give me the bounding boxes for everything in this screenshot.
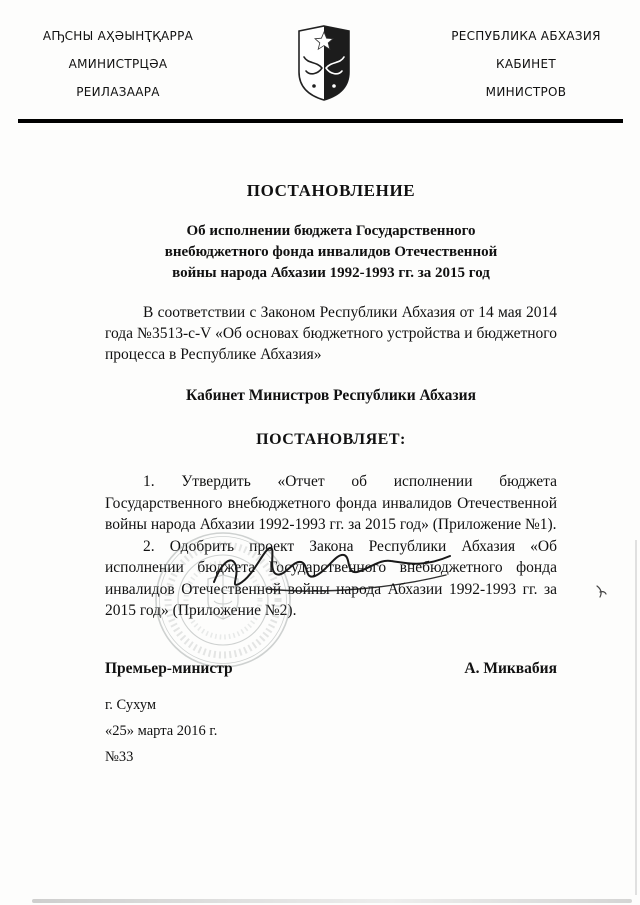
coat-of-arms-icon <box>294 24 354 102</box>
document-subject <box>105 221 557 284</box>
authority-line: Кабинет Министров Республики Абхазия <box>186 387 476 404</box>
scan-artifact-mark <box>594 583 608 599</box>
subject-line: Об исполнении бюджета Государственного <box>186 223 476 239</box>
preamble-paragraph: В соответствии с Законом Республики Абхазия от 14 мая 2014 года №3513-с-V «Об основах бюджетного устройства и бюджетного процесса в Республике Абхазия» <box>105 304 557 363</box>
footer-city: г. Сухум <box>105 696 157 713</box>
letterhead-right-line: КАБИНЕТ <box>496 57 556 71</box>
subject-line: внебюджетного фонда инвалидов Отечественной <box>164 244 498 260</box>
document-footer <box>105 692 557 770</box>
scan-shadow-right-edge <box>635 540 637 895</box>
decree-item-2: 2. Одобрить проект Закона Республики Абхазия «Об исполнении бюджета Государственного внебюджетного фонда инвалидов Отечественной войны народа Абхазии 1992-1993 гг. за 2015 год» (Приложение №2). <box>105 537 557 619</box>
letterhead-divider <box>18 119 623 123</box>
signature-row <box>105 660 557 678</box>
decree-word: ПОСТАНОВЛЯЕТ: <box>256 431 406 448</box>
decree-item-1: 1. Утвердить «Отчет об исполнении бюджета Государственного внебюджетного фонда инвалидов Отечественной войны народа Абхазии 1992-1993 гг. за 2015 год» (Приложение №1). <box>105 473 557 533</box>
letterhead-left-abkhaz <box>28 22 208 106</box>
document-title: ПОСТАНОВЛЕНИЕ <box>246 181 416 200</box>
letterhead-left-line: АҦСНЫ АҲӘЫНҬҚАРРА <box>42 29 194 43</box>
scan-shadow-bottom-edge <box>32 899 632 903</box>
letterhead-right-line: РЕСПУБЛИКА АБХАЗИЯ <box>451 29 601 43</box>
letterhead-left-line: РЕИЛАЗААРА <box>76 85 160 99</box>
letterhead-right-line: МИНИСТРОВ <box>485 85 567 99</box>
footer-date: «25» марта 2016 г. <box>105 722 218 739</box>
footer-number: №33 <box>105 748 134 765</box>
subject-line: войны народа Абхазии 1992-1993 гг. за 2015 год <box>172 265 490 281</box>
letterhead-right-russian <box>440 22 612 106</box>
signatory-name: А. Миквабия <box>464 659 557 677</box>
document-body <box>105 181 557 770</box>
signatory-post: Премьер-министр <box>105 659 233 677</box>
decree-items <box>105 471 557 622</box>
letterhead <box>0 0 640 106</box>
letterhead-left-line: АМИНИСТРЦӘА <box>68 57 168 71</box>
